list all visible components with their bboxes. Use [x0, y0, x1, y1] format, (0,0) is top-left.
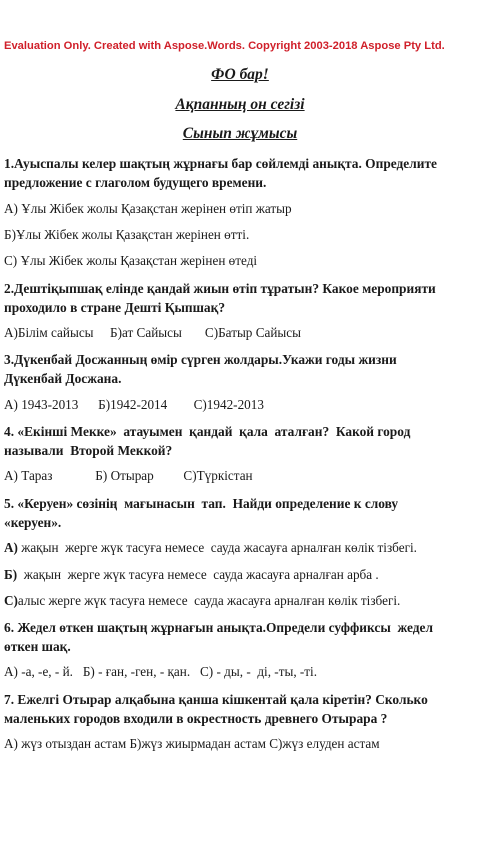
question-4-line-2: называли Второй Меккой? [4, 443, 173, 458]
question-3-line-2: Дүкенбай Досжана. [4, 371, 122, 386]
question-6-line-2: өткен шақ. [4, 639, 71, 654]
title-classwork: Сынып жұмысы [182, 125, 298, 142]
question-5-option-c [4, 592, 480, 609]
question-5-line-1: 5. «Керуен» сөзінің мағынасын тап. Найди определение к слову [4, 496, 399, 511]
question-5-line-2: «керуен». [4, 515, 62, 530]
question-1-option-a: А) Ұлы Жібек жолы Қазақстан жерінен өтіп жатыр [4, 201, 292, 216]
question-2-line-1: 2.Дештіқыпшақ елінде қандай жиын өтіп тұратын? Какое мероприяти [4, 281, 436, 296]
question-5-option-b [4, 566, 480, 583]
question-4-line-1: 4. «Екінші Мекке» атауымен қандай қала аталған? Какой город [4, 424, 411, 439]
title-date: Ақпанның он сегізі [175, 96, 305, 113]
question-6-options: А) -а, -е, - й. Б) - ған, -ген, - қан. С) - ды, - ді, -ты, -ті. [4, 664, 318, 679]
question-1-line-2: предложение с глаголом будущего времени. [4, 175, 267, 190]
question-2-line-2: проходило в стране Дешті Қыпшақ? [4, 300, 226, 315]
option-letter: Б) [4, 567, 18, 582]
question-2-options: А)Білім сайысы Б)ат Сайысы С)Батыр Сайысы [4, 325, 301, 340]
watermark-text: Evaluation Only. Created with Aspose.Words. Copyright 2003-2018 Aspose Pty Ltd. [4, 40, 445, 52]
title-fo-bar: ФО бар! [211, 66, 269, 83]
question-4-options: А) Тараз Б) Отырар С)Түркістан [4, 468, 253, 483]
question-5-option-a [4, 539, 480, 556]
option-letter: С) [4, 593, 18, 608]
question-7-options: А) жүз отыздан астам Б)жүз жиырмадан астам С)жүз елуден астам [4, 736, 380, 751]
question-3-line-1: 3.Дүкенбай Досжанның өмір сүрген жолдары.Укажи годы жизни [4, 352, 397, 367]
option-text: жақын жерге жүк тасуға немесе сауда жасауға арналған көлік тізбегі. [17, 540, 417, 555]
question-1-line-1: 1.Ауыспалы келер шақтың жұрнағы бар сөйлемді анықта. Определите [4, 156, 437, 171]
question-6-line-1: 6. Жедел өткен шақтың жұрнағын анықта.Определи суффиксы жедел [4, 620, 434, 635]
question-1-option-c: С) Ұлы Жібек жолы Қазақстан жерінен өтеді [4, 253, 258, 268]
question-7-line-2: маленьких городов входили в окрестность древнего Отырара ? [4, 711, 388, 726]
question-7-line-1: 7. Ежелгі Отырар алқабына қанша кішкентай қала кіретін? Сколько [4, 692, 428, 707]
question-3-options: А) 1943-2013 Б)1942-2014 С)1942-2013 [4, 397, 264, 412]
question-1-option-b: Б)Ұлы Жібек жолы Қазақстан жерінен өтті. [4, 227, 250, 242]
option-text: жақын жерге жүк тасуға немесе сауда жасауға арналған арба . [17, 567, 379, 582]
option-text: алыс жерге жүк тасуға немесе сауда жасауға арналған көлік тізбегі. [17, 593, 401, 608]
option-letter: А) [4, 540, 18, 555]
